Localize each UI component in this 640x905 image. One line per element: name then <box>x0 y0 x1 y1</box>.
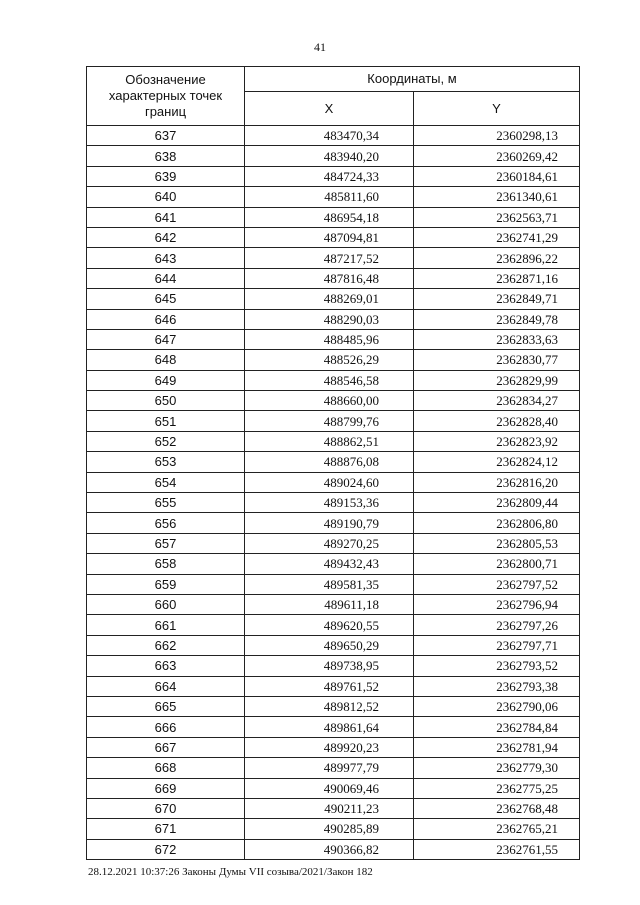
table-row <box>87 146 580 166</box>
point-id-cell: 663 <box>87 656 245 676</box>
point-id-cell: 650 <box>87 391 245 411</box>
point-id-cell: 672 <box>87 839 245 859</box>
x-coordinate-cell: 489861,64 <box>245 717 414 737</box>
table-row <box>87 391 580 411</box>
point-id-cell: 651 <box>87 411 245 431</box>
table-row <box>87 411 580 431</box>
x-coordinate-cell: 484724,33 <box>245 166 414 186</box>
y-coordinate-cell: 2362805,53 <box>414 533 580 553</box>
point-id-cell: 656 <box>87 513 245 533</box>
point-id-cell: 652 <box>87 431 245 451</box>
page-number: 41 <box>314 40 326 54</box>
x-coordinate-cell: 488526,29 <box>245 350 414 370</box>
x-coordinate-cell: 486954,18 <box>245 207 414 227</box>
x-coordinate-cell: 489920,23 <box>245 737 414 757</box>
table-row <box>87 696 580 716</box>
point-id-cell: 665 <box>87 696 245 716</box>
point-id-cell: 664 <box>87 676 245 696</box>
y-coordinate-cell: 2362829,99 <box>414 370 580 390</box>
y-coordinate-cell: 2362779,30 <box>414 758 580 778</box>
x-coordinate-cell: 488546,58 <box>245 370 414 390</box>
y-coordinate-cell: 2362563,71 <box>414 207 580 227</box>
point-id-cell: 639 <box>87 166 245 186</box>
x-coordinate-cell: 488269,01 <box>245 289 414 309</box>
x-coordinate-cell: 490211,23 <box>245 798 414 818</box>
x-coordinate-cell: 488862,51 <box>245 431 414 451</box>
table-row <box>87 166 580 186</box>
x-coordinate-cell: 489024,60 <box>245 472 414 492</box>
y-coordinate-cell: 2362834,27 <box>414 391 580 411</box>
table-row <box>87 594 580 614</box>
x-coordinate-cell: 489153,36 <box>245 493 414 513</box>
x-coordinate-cell: 489650,29 <box>245 635 414 655</box>
table-row <box>87 309 580 329</box>
y-coordinate-cell: 2362849,78 <box>414 309 580 329</box>
table-row <box>87 758 580 778</box>
y-coordinate-cell: 2362849,71 <box>414 289 580 309</box>
table-row <box>87 778 580 798</box>
y-coordinate-cell: 2362784,84 <box>414 717 580 737</box>
x-coordinate-cell: 489270,25 <box>245 533 414 553</box>
y-coordinate-cell: 2362828,40 <box>414 411 580 431</box>
y-coordinate-cell: 2362871,16 <box>414 268 580 288</box>
y-coordinate-cell: 2362800,71 <box>414 554 580 574</box>
y-coordinate-cell: 2360269,42 <box>414 146 580 166</box>
point-id-cell: 640 <box>87 187 245 207</box>
footer-stamp: 28.12.2021 10:37:26 Законы Думы VII созыва/2021/Закон 182 <box>88 866 373 878</box>
y-coordinate-cell: 2362761,55 <box>414 839 580 859</box>
x-coordinate-cell: 490285,89 <box>245 819 414 839</box>
table-row <box>87 431 580 451</box>
y-coordinate-cell: 2362824,12 <box>414 452 580 472</box>
point-id-cell: 637 <box>87 126 245 146</box>
table-row <box>87 350 580 370</box>
point-id-cell: 653 <box>87 452 245 472</box>
y-coordinate-cell: 2362781,94 <box>414 737 580 757</box>
y-coordinate-cell: 2362775,25 <box>414 778 580 798</box>
table-row <box>87 370 580 390</box>
y-coordinate-cell: 2362797,52 <box>414 574 580 594</box>
coordinates-table <box>86 66 580 860</box>
table-row <box>87 574 580 594</box>
x-coordinate-cell: 487094,81 <box>245 227 414 247</box>
x-coordinate-cell: 489581,35 <box>245 574 414 594</box>
table-row <box>87 493 580 513</box>
x-coordinate-cell: 489977,79 <box>245 758 414 778</box>
table-row <box>87 268 580 288</box>
x-coordinate-cell: 489761,52 <box>245 676 414 696</box>
table-row <box>87 656 580 676</box>
table-row <box>87 615 580 635</box>
x-coordinate-cell: 488290,03 <box>245 309 414 329</box>
table-body <box>87 126 580 860</box>
y-coordinate-cell: 2362765,21 <box>414 819 580 839</box>
x-coordinate-cell: 483940,20 <box>245 146 414 166</box>
table-header <box>87 67 580 126</box>
point-id-cell: 642 <box>87 227 245 247</box>
y-coordinate-cell: 2361340,61 <box>414 187 580 207</box>
y-coordinate-cell: 2362806,80 <box>414 513 580 533</box>
x-coordinate-cell: 490069,46 <box>245 778 414 798</box>
x-coordinate-cell: 489432,43 <box>245 554 414 574</box>
point-id-cell: 660 <box>87 594 245 614</box>
table-row <box>87 676 580 696</box>
y-coordinate-cell: 2360298,13 <box>414 126 580 146</box>
point-id-cell: 647 <box>87 329 245 349</box>
point-id-cell: 662 <box>87 635 245 655</box>
point-id-cell: 657 <box>87 533 245 553</box>
point-id-cell: 668 <box>87 758 245 778</box>
x-coordinate-cell: 488876,08 <box>245 452 414 472</box>
point-id-cell: 649 <box>87 370 245 390</box>
table-row <box>87 227 580 247</box>
point-id-cell: 644 <box>87 268 245 288</box>
table-row <box>87 248 580 268</box>
coordinates-group-header: Координаты, м <box>245 67 580 92</box>
table-row <box>87 554 580 574</box>
point-column-header-line3: границ <box>144 104 187 119</box>
x-coordinate-cell: 487816,48 <box>245 268 414 288</box>
y-coordinate-cell: 2362793,38 <box>414 676 580 696</box>
table-row <box>87 819 580 839</box>
y-coordinate-cell: 2362833,63 <box>414 329 580 349</box>
y-coordinate-cell: 2362823,92 <box>414 431 580 451</box>
x-coordinate-cell: 488660,00 <box>245 391 414 411</box>
point-id-cell: 654 <box>87 472 245 492</box>
point-column-header <box>87 67 245 126</box>
table-row <box>87 472 580 492</box>
table-row <box>87 187 580 207</box>
y-coordinate-cell: 2362816,20 <box>414 472 580 492</box>
x-coordinate-cell: 489190,79 <box>245 513 414 533</box>
x-coordinate-cell: 487217,52 <box>245 248 414 268</box>
point-id-cell: 658 <box>87 554 245 574</box>
point-id-cell: 646 <box>87 309 245 329</box>
point-id-cell: 648 <box>87 350 245 370</box>
y-coordinate-cell: 2362796,94 <box>414 594 580 614</box>
point-id-cell: 659 <box>87 574 245 594</box>
point-id-cell: 638 <box>87 146 245 166</box>
x-coordinate-cell: 489620,55 <box>245 615 414 635</box>
x-coordinate-cell: 490366,82 <box>245 839 414 859</box>
point-id-cell: 667 <box>87 737 245 757</box>
table-row <box>87 798 580 818</box>
point-id-cell: 670 <box>87 798 245 818</box>
x-coordinate-cell: 483470,34 <box>245 126 414 146</box>
point-id-cell: 671 <box>87 819 245 839</box>
table-row <box>87 289 580 309</box>
table-row <box>87 513 580 533</box>
table-row <box>87 717 580 737</box>
table-row <box>87 839 580 859</box>
table-row <box>87 635 580 655</box>
y-column-header: Y <box>414 92 580 126</box>
y-coordinate-cell: 2360184,61 <box>414 166 580 186</box>
x-column-header: X <box>245 92 414 126</box>
y-coordinate-cell: 2362793,52 <box>414 656 580 676</box>
point-column-header-line2: характерных точек <box>108 88 223 103</box>
y-coordinate-cell: 2362797,71 <box>414 635 580 655</box>
table-row <box>87 737 580 757</box>
table-row <box>87 533 580 553</box>
y-coordinate-cell: 2362797,26 <box>414 615 580 635</box>
table-row <box>87 452 580 472</box>
table-row <box>87 329 580 349</box>
point-id-cell: 643 <box>87 248 245 268</box>
x-coordinate-cell: 488485,96 <box>245 329 414 349</box>
point-id-cell: 666 <box>87 717 245 737</box>
x-coordinate-cell: 489812,52 <box>245 696 414 716</box>
point-id-cell: 655 <box>87 493 245 513</box>
x-coordinate-cell: 489738,95 <box>245 656 414 676</box>
y-coordinate-cell: 2362809,44 <box>414 493 580 513</box>
point-column-header-line1: Обозначение <box>125 72 206 87</box>
x-coordinate-cell: 489611,18 <box>245 594 414 614</box>
point-id-cell: 641 <box>87 207 245 227</box>
y-coordinate-cell: 2362790,06 <box>414 696 580 716</box>
y-coordinate-cell: 2362741,29 <box>414 227 580 247</box>
point-id-cell: 645 <box>87 289 245 309</box>
table-row <box>87 207 580 227</box>
y-coordinate-cell: 2362830,77 <box>414 350 580 370</box>
y-coordinate-cell: 2362768,48 <box>414 798 580 818</box>
point-id-cell: 669 <box>87 778 245 798</box>
table-row <box>87 126 580 146</box>
y-coordinate-cell: 2362896,22 <box>414 248 580 268</box>
point-id-cell: 661 <box>87 615 245 635</box>
x-coordinate-cell: 485811,60 <box>245 187 414 207</box>
x-coordinate-cell: 488799,76 <box>245 411 414 431</box>
